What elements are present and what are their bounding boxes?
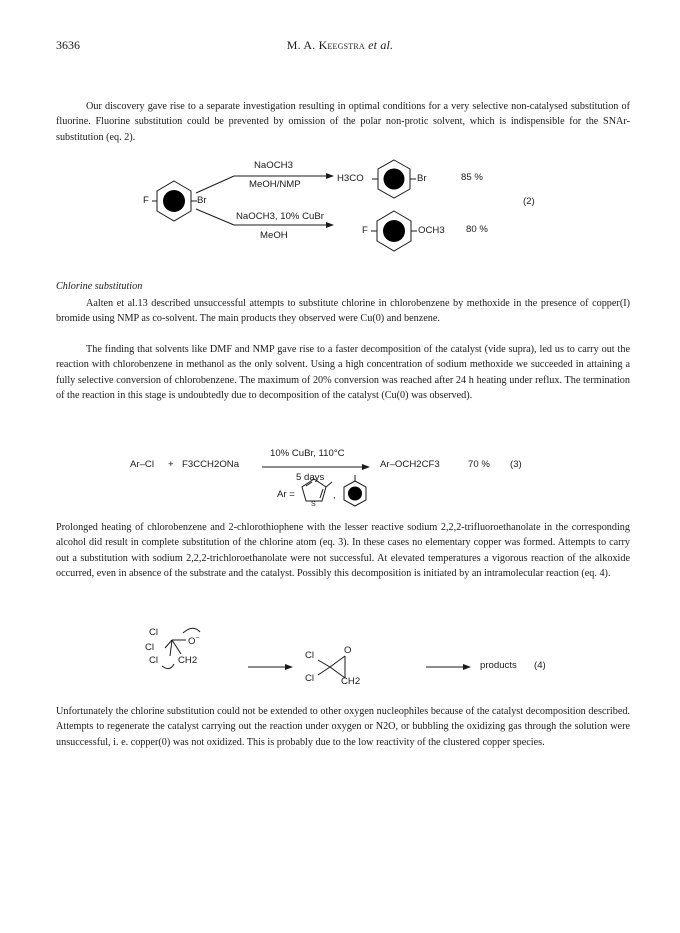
eq2-product-top-left: H3CO <box>337 173 364 184</box>
aromatic-circle-start <box>163 190 185 212</box>
bond-int-cl1 <box>318 660 330 667</box>
page-number: 3636 <box>56 38 80 52</box>
thiophene-s-label: S <box>311 501 316 508</box>
eq2-yield-bottom: 80 % <box>466 224 488 235</box>
eq3-condition-top: 10% CuBr, 110°C <box>270 448 345 459</box>
eq4-int-cl2: Cl <box>305 673 315 684</box>
bond-int-cl2 <box>318 667 330 675</box>
eq2-product-bottom-right: OCH3 <box>418 225 445 236</box>
eq2-start-left: F <box>143 195 149 206</box>
eq2-start-right: Br <box>197 195 207 206</box>
paragraph-finding: The finding that solvents like DMF and NMP gave rise to a faster decomposition of the catalyst (vide supra), led us to carry out the reaction with chlorobenzene in methanol as the only solvent. Using a high concentration of sodium methoxide we succeeded in attaining a fully selective conversion of chlorobenzene. The maximum of 20% conversion was reached after 24 h heating under reflux. The termination of the reaction in this stage is undoubtedly due to decomposition of the catalyst (Cu(0) was observed). <box>56 344 630 402</box>
eq4-number: (4) <box>534 660 546 671</box>
eq4-cl-top: Cl <box>149 627 159 638</box>
eq3-condition-bottom: 5 days <box>296 472 325 483</box>
eq4-products: products <box>480 660 517 671</box>
aromatic-circle-phenyl <box>348 487 362 501</box>
arrowhead-eq3 <box>362 464 370 470</box>
eq4-int-o: O <box>344 645 352 656</box>
curved-arrow-o <box>183 628 200 633</box>
eq3-reactant1: Ar–Cl <box>130 459 154 470</box>
aromatic-circle-top <box>384 169 405 190</box>
eq4-cl-mid: Cl <box>145 642 155 653</box>
eq4-cl-low: Cl <box>149 655 159 666</box>
eq2-reagent-bottom: NaOCH3, 10% CuBr <box>236 211 324 222</box>
paragraph-aalten: Aalten et al.13 described unsuccessful attempts to substitute chlorine in chlorobenzene by methoxide in the presence of copper(I) bromide using NMP as co-solvent. The main products they observed were Cu(0) and benzene. <box>56 298 630 325</box>
arrowhead-eq4-2 <box>463 664 471 670</box>
section-heading: Chlorine substitution <box>56 281 143 292</box>
eq2-product-bottom-left: F <box>362 225 368 236</box>
aromatic-circle-bottom <box>383 220 405 242</box>
author-name: Keegstra <box>318 38 365 52</box>
eq2-product-top-right: Br <box>417 173 427 184</box>
eq3-product: Ar–OCH2CF3 <box>380 459 440 470</box>
eq3-ar-label: Ar = <box>277 489 295 500</box>
eq2-solvent-bottom: MeOH <box>260 230 288 241</box>
branch-down <box>196 209 234 225</box>
branch-up <box>196 176 234 193</box>
eq4-int-ch2: CH2 <box>341 676 361 687</box>
eq3-plus: + <box>168 459 174 470</box>
eq4-ch2: CH2 <box>178 655 198 666</box>
eq2-yield-top: 85 % <box>461 172 483 183</box>
arrowhead-bottom <box>326 222 334 228</box>
arrowhead-top <box>326 173 334 179</box>
authors-suffix: et al. <box>364 38 394 52</box>
paragraph-unfortunately: Unfortunately the chlorine substitution could not be extended to other oxygen nucleophiles because of the catalyst decomposition described. Attempts to regenerate the catalyst carrying out the reaction under oxygen or N2O, or bubbling the oxidizing gas through the solution were unsuccessful, i. e. copper(0) was not oxidized. This is probably due to the low reactivity of the clustered copper species. <box>56 706 630 748</box>
thiophene-double-2 <box>320 489 323 498</box>
eq4-int-cl1: Cl <box>305 650 315 661</box>
eq3-reactant2: F3CCH2ONa <box>182 459 240 470</box>
eq2-solvent-top: MeOH/NMP <box>249 179 301 190</box>
eq3-number: (3) <box>510 459 522 470</box>
paragraph-fluorine: Our discovery gave rise to a separate investigation resulting in optimal conditions for a very selective non-catalysed substitution of fluorine. Fluorine substitution could be prevented by omission of the polar non-protic solvent, which is indispensible for the SNAr-substitution (eq. 2). <box>56 101 630 143</box>
authors-prefix: M. A. <box>286 38 319 52</box>
epoxide-bond-1 <box>330 656 345 667</box>
paragraph-prolonged: Prolonged heating of chlorobenzene and 2-chlorothiophene with the lesser reactive sodium 2,2,2-trifluoroethanolate in the corresponding alcohol did result in complete substitution of the chlorine atom (eq. 3). In these cases no elementary copper was formed. Attempts to carry out a substitution with sodium 2,2,2-trichloroethanolate were not successful. At elevated temperatures a vigorous reaction of the alkoxide occurred, even in absence of the substrate and the catalyst. Possibly this decomposition is initiated by an intramolecular reaction (eq. 4). <box>56 522 630 580</box>
thiophene-attach <box>326 482 332 487</box>
eq2-reagent-top: NaOCH3 <box>254 160 293 171</box>
eq4-o: O− <box>188 635 200 648</box>
eq3-comma: , <box>333 490 336 501</box>
eq3-yield: 70 % <box>468 459 490 470</box>
arrowhead-eq4-1 <box>285 664 293 670</box>
eq2-number: (2) <box>523 196 535 207</box>
bond-c-ch2 <box>172 640 181 654</box>
curved-arrow-cl <box>162 664 174 669</box>
